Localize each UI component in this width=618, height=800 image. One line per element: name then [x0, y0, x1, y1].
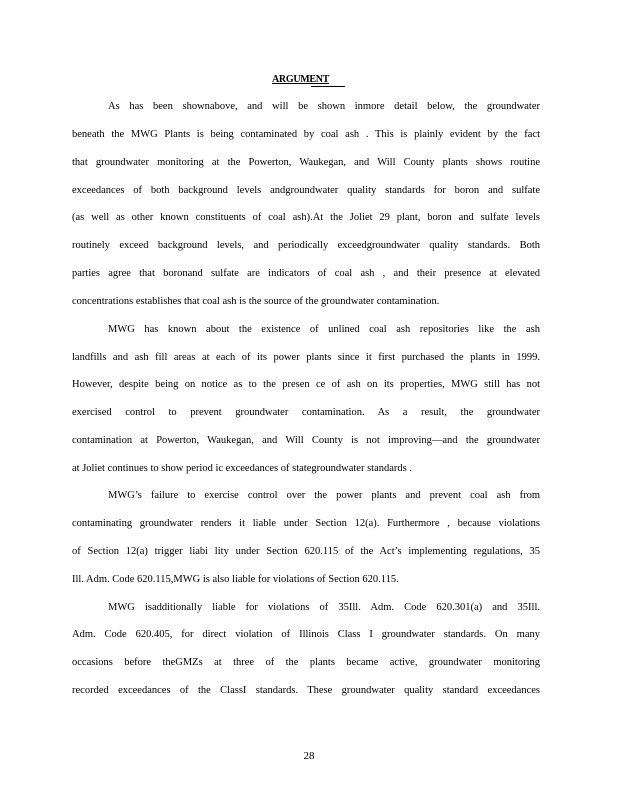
- text-line: concentrations establishes that coal ash is the source of the groundwater contamination.: [72, 296, 440, 307]
- text-line: Adm. Code 620.405, for direct violation of Illinois Class I groundwater standards. On many: [72, 629, 540, 640]
- text-line: contamination at Powerton, Waukegan, and Will County is not improving—and the groundwater: [72, 435, 540, 446]
- text-line: (as well as other known constituents of coal ash).At the Joliet 29 plant, boron and sulfate levels: [72, 212, 540, 223]
- text-line: of Section 12(a) trigger liabi lity under Section 620.115 of the Act’s implementing regulations, 35: [72, 546, 540, 557]
- text-line: contaminating groundwater renders it liable under Section 12(a). Furthermore , because violations: [72, 518, 540, 529]
- heading-underline: [311, 86, 345, 87]
- text-line: recorded exceedances of the ClassI standards. These groundwater quality standard exceedances: [72, 685, 540, 696]
- section-heading: ARGUMENT: [272, 74, 330, 85]
- text-line: MWG has known about the existence of unlined coal ash repositories like the ash: [108, 324, 540, 335]
- text-line: MWG isadditionally liable for violations of 35Ill. Adm. Code 620.301(a) and 35Ill.: [108, 602, 540, 613]
- text-line: that groundwater monitoring at the Powerton, Waukegan, and Will County plants shows routine: [72, 157, 540, 168]
- text-line: beneath the MWG Plants is being contaminated by coal ash . This is plainly evident by the fact: [72, 129, 540, 140]
- text-line: landfills and ash fill areas at each of its power plants since it first purchased the plants in 1999.: [72, 352, 540, 363]
- text-line: parties agree that boronand sulfate are indicators of coal ash , and their presence at elevated: [72, 268, 540, 279]
- text-line: MWG’s failure to exercise control over the power plants and prevent coal ash from: [108, 490, 540, 501]
- text-line: at Joliet continues to show period ic exceedances of stategroundwater standards .: [72, 463, 412, 474]
- text-line: However, despite being on notice as to the presen ce of ash on its properties, MWG still has not: [72, 379, 540, 390]
- text-line: routinely exceed background levels, and periodically exceedgroundwater quality standards. Both: [72, 240, 540, 251]
- text-line: occasions before theGMZs at three of the plants became active, groundwater monitoring: [72, 657, 540, 668]
- page-number: 28: [303, 750, 315, 762]
- text-line: exercised control to prevent groundwater contamination. As a result, the groundwater: [72, 407, 540, 418]
- text-line: exceedances of both background levels andgroundwater quality standards for boron and sulfate: [72, 185, 540, 196]
- text-line: As has been shownabove, and will be shown inmore detail below, the groundwater: [108, 101, 540, 112]
- text-line: Ill. Adm. Code 620.115,MWG is also liable for violations of Section 620.115.: [72, 574, 399, 585]
